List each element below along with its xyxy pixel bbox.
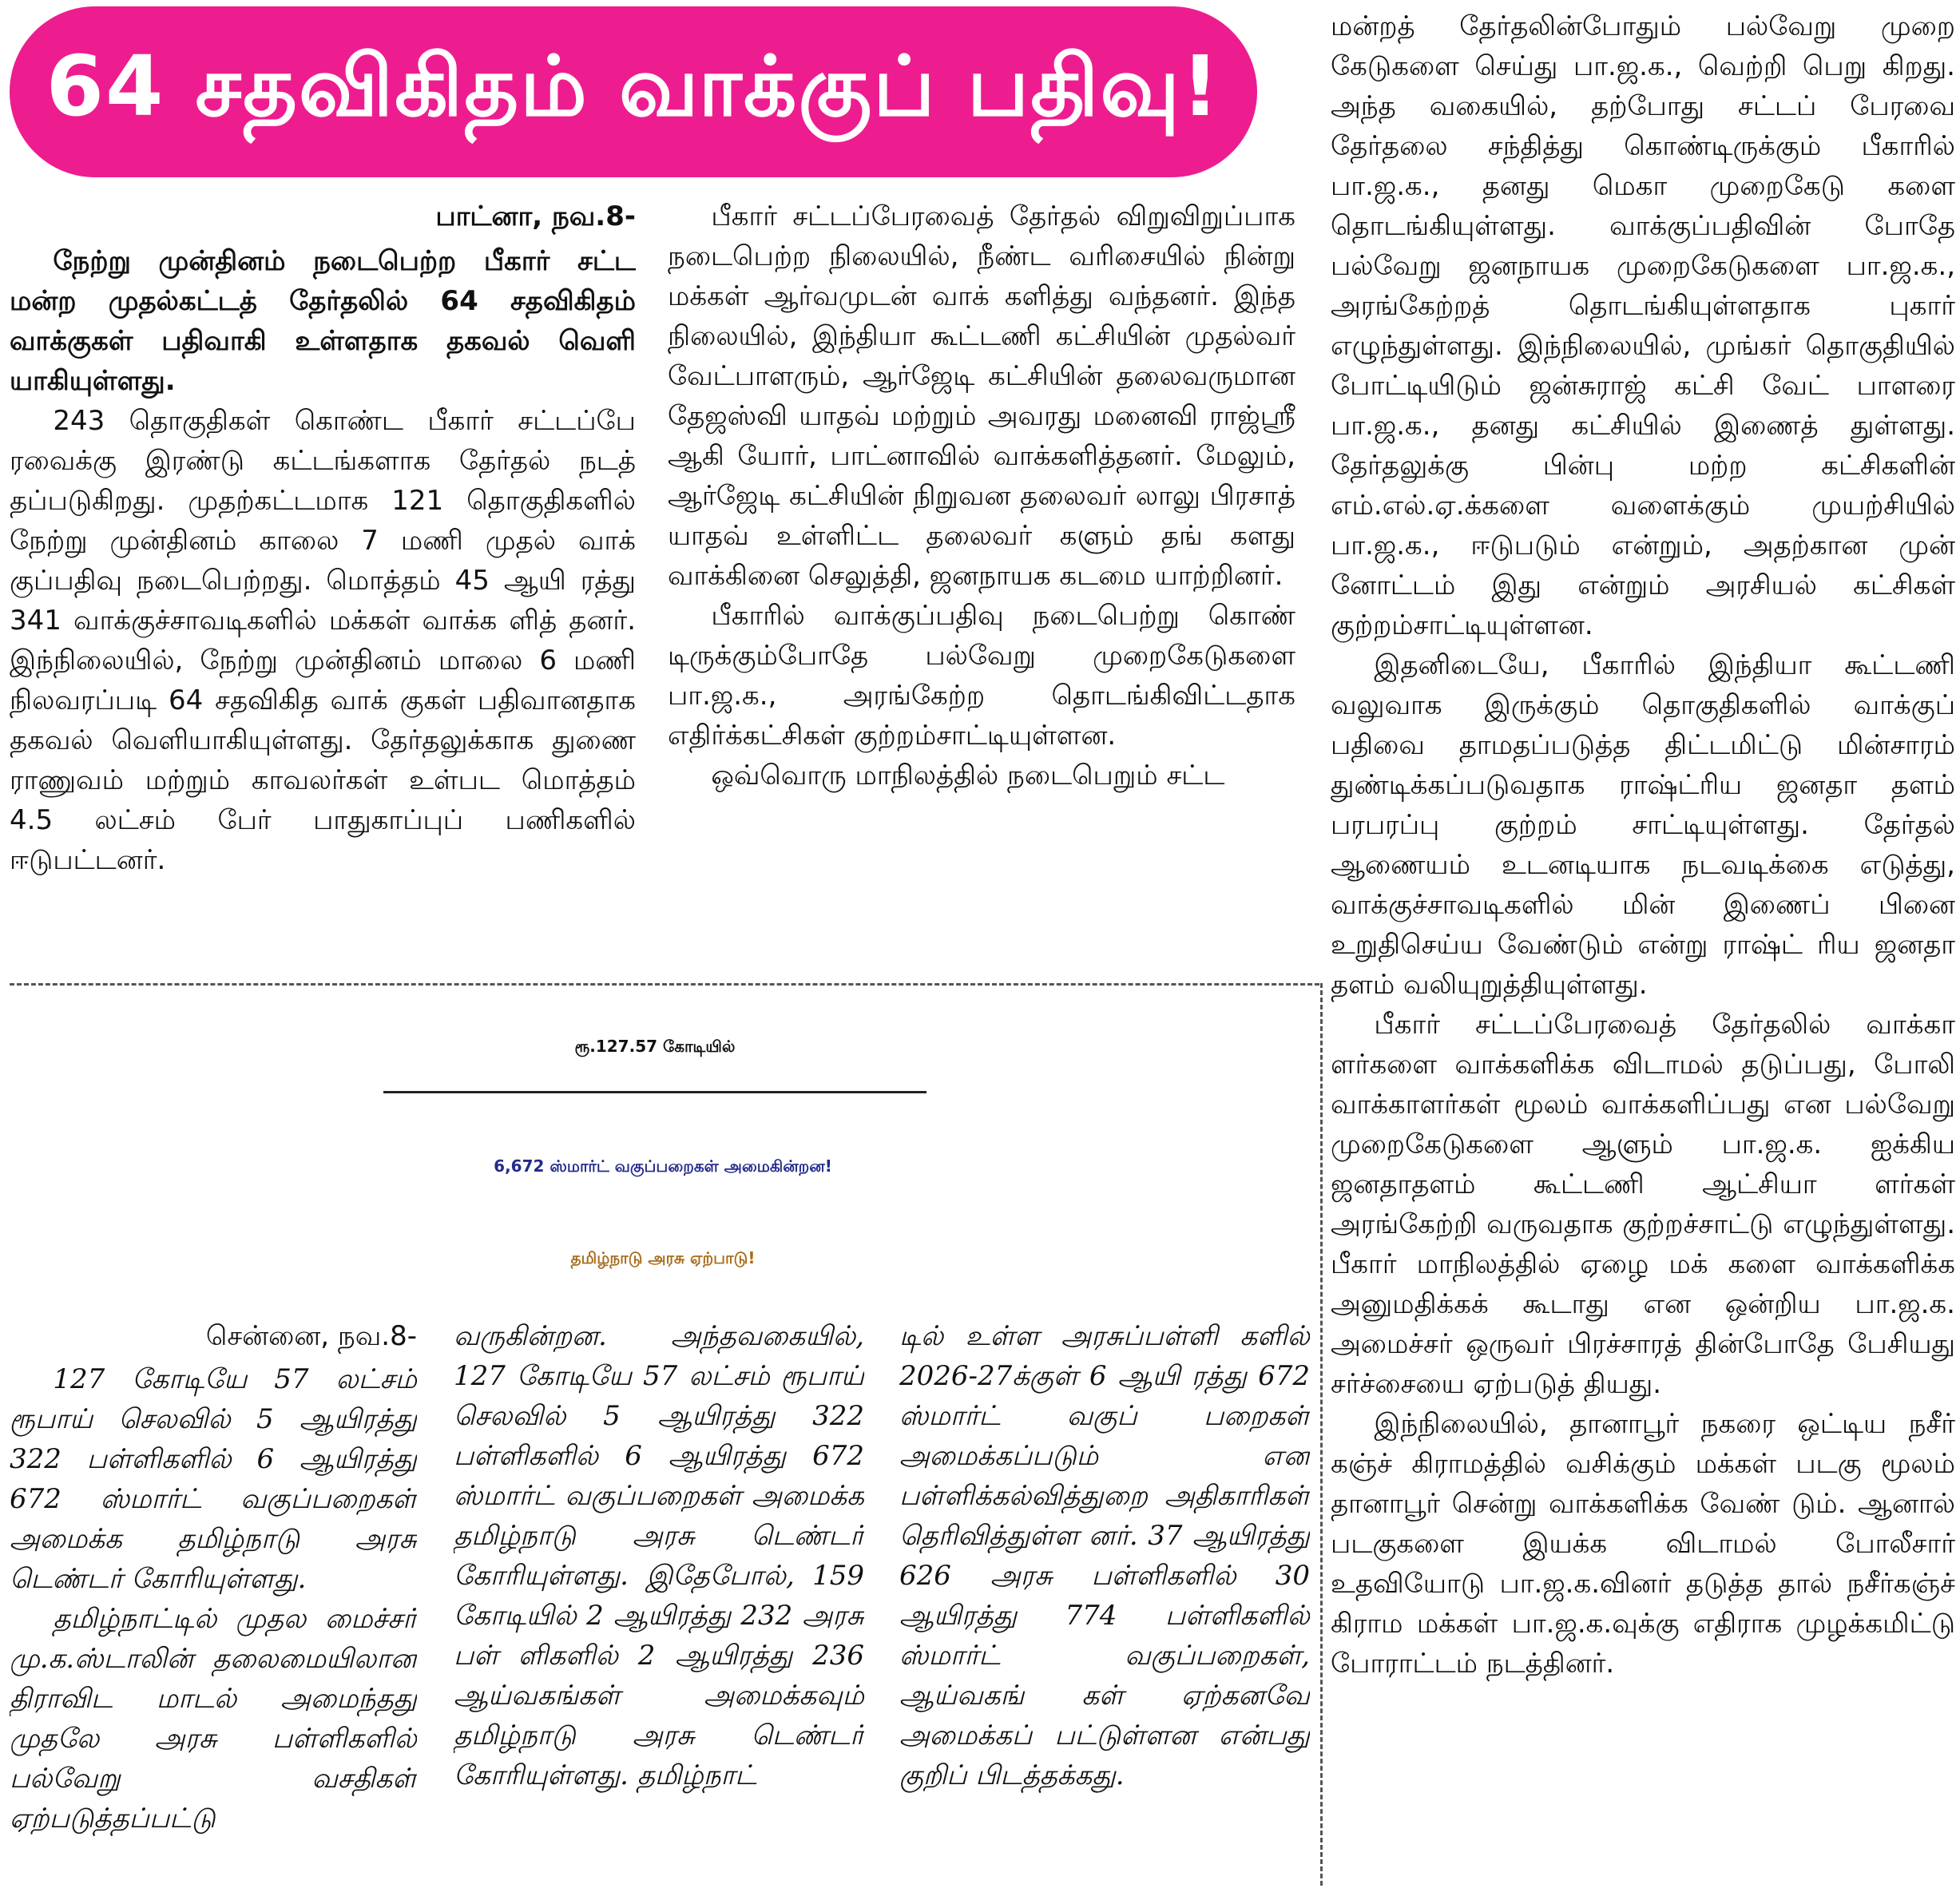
story2-subheadline: தமிழ்நாடு அரசு ஏற்பாடு!: [570, 1248, 756, 1267]
story1-column-2: [668, 196, 1295, 965]
body-paragraph: பீகார் சட்டப்பேரவைத் தேர்தல் விறுவிறுப்பாக நடைபெற்ற நிலையில், நீண்ட வரிசையில் நின்று மக்கள் ஆர்வமுடன் வாக் களித்து வந்தனர். இந்த நிலையில், இந்தியா கூட்டணி கட்சியின் முதல்வர் வேட்பாளரும், ஆர்ஜேடி கட்சியின் தலைவருமான தேஜஸ்வி யாதவ் மற்றும் அவரது மனைவி ராஜ்ஸ்ரீ ஆகி யோர், பாட்னாவில் வாக்களித்தனர். மேலும், ஆர்ஜேடி கட்சியின் நிறுவன தலைவர் லாலு பிரசாத் யாதவ் உள்ளிட்ட தலைவர் களும் தங் களது வாக்கினை செலுத்தி, ஜனநாயக கடமை யாற்றினர்.: [668, 200, 1295, 592]
story2-column-2: [454, 1316, 864, 1891]
body-paragraph: 127 கோடியே 57 லட்சம் ரூபாய் செலவில் 5 ஆயிரத்து 322 பள்ளிகளில் 6 ஆயிரத்து 672 ஸ்மார்ட் வகுப்பறைகள் அமைக்க தமிழ்நாடு அரசு டெண்டர் கோரியுள்ளது.: [10, 1363, 417, 1595]
story2-column-1: [10, 1316, 417, 1891]
body-paragraph: பீகார் சட்டப்பேரவைத் தேர்தலில் வாக்கா ளர்களை வாக்களிக்க விடாமல் தடுப்பது, போலி வாக்காளர்கள் மூலம் வாக்களிப்பது என பல்வேறு முறைகேடுகளை ஆளும் பா.ஜ.க. ஐக்கிய ஜனதாதளம் கூட்டணி ஆட்சியா ளர்கள் அரங்கேற்றி வருவதாக குற்றச்சாட்டு எழுந்துள்ளது. பீகார் மாநிலத்தில் ஏழை மக் களை வாக்களிக்க அனுமதிக்கக் கூடாது என ஒன்றிய பா.ஜ.க. அமைச்சர் ஒருவர் பிரச்சாரத் தின்போதே பேசியது சர்ச்சையை ஏற்படுத் தியது.: [1331, 1009, 1955, 1400]
body-paragraph: மன்றத் தேர்தலின்போதும் பல்வேறு முறை கேடுகளை செய்து பா.ஜ.க., வெற்றி பெறு கிறது. அந்த வகையில், தற்போது சட்டப் பேரவை தேர்தலை சந்தித்து கொண்டிருக்கும் பீகாரில் பா.ஜ.க., தனது மெகா முறைகேடு களை தொடங்கியுள்ளது. வாக்குப்பதிவின் போதே பல்வேறு ஜனநாயக முறைகேடுகளை பா.ஜ.க., அரங்கேற்றத் தொடங்கியுள்ளதாக புகார் எழுந்துள்ளது. இந்நிலையில், முங்கர் தொகுதியில் போட்டியிடும் ஜன்சுராஜ் கட்சி வேட் பாளரை பா.ஜ.க., தனது கட்சியில் இணைத் துள்ளது. தேர்தலுக்கு பின்பு மற்ற கட்சிகளின் எம்.எல்.ஏ.க்களை வளைக்கும் முயற்சியில் பா.ஜ.க., ஈடுபடும் என்றும், அதற்கான முன் னோட்டம் இது என்றும் அரசியல் கட்சிகள் குற்றம்சாட்டியுள்ளன.: [1331, 10, 1955, 641]
story1-column-3: [1331, 6, 1955, 1891]
story2-headline: 6,672 ஸ்மார்ட் வகுப்பறைகள் அமைகின்றன!: [494, 1156, 832, 1176]
body-paragraph: வருகின்றன. அந்தவகையில், 127 கோடியே 57 லட்சம் ரூபாய் செலவில் 5 ஆயிரத்து 322 பள்ளிகளில் 6 ஆயிரத்து 672 ஸ்மார்ட் வகுப்பறைகள் அமைக்க தமிழ்நாடு அரசு டெண்டர் கோரியுள்ளது. இதேபோல், 159 கோடியில் 2 ஆயிரத்து 232 அரசு பள் ளிகளில் 2 ஆயிரத்து 236 ஆய்வகங்கள் அமைக்கவும் தமிழ்நாடு அரசு டெண்டர் கோரியுள்ளது. தமிழ்நாட்: [454, 1320, 864, 1791]
body-paragraph: 243 தொகுதிகள் கொண்ட பீகார் சட்டப்பே ரவைக்கு இரண்டு கட்டங்களாக தேர்தல் நடத் தப்படுகிறது. முதற்கட்டமாக 121 தொகுதிகளில் நேற்று முன்தினம் காலை 7 மணி முதல் வாக் குப்பதிவு நடைபெற்றது. மொத்தம் 45 ஆயி ரத்து 341 வாக்குச்சாவடிகளில் மக்கள் வாக்க ளித் தனர். இந்நிலையில், நேற்று முன்தினம் மாலை 6 மணி நிலவரப்படி 64 சதவிகித வாக் குகள் பதிவானதாக தகவல் வெளியாகியுள்ளது. தேர்தலுக்காக துணை ராணுவம் மற்றும் காவலர்கள் உள்பட மொத்தம் 4.5 லட்சம் பேர் பாதுகாப்புப் பணிகளில் ஈடுபட்டனர்.: [10, 405, 636, 876]
body-paragraph: இந்நிலையில், தானாபூர் நகரை ஒட்டிய நசீர் கஞ்ச் கிராமத்தில் வசிக்கும் மக்கள் படகு மூலம் தானாபூர் சென்று வாக்களிக்க வேண் டும். ஆனால் படகுகளை இயக்க விடாமல் போலீசார் உதவியோடு பா.ஜ.க.வினர் தடுத்த தால் நசீர்கஞ்ச் கிராம மக்கள் பா.ஜ.க.வுக்கு எதிராக முழக்கமிட்டு போராட்டம் நடத்தினர்.: [1331, 1408, 1955, 1680]
section-divider: [10, 983, 1319, 986]
kicker-headline: ரூ.127.57 கோடியில்: [383, 1008, 926, 1093]
dateline: பாட்னா, நவ.8-: [435, 200, 636, 232]
column-divider: [1320, 983, 1323, 1886]
headline-title: 64 சதவிகிதம் வாக்குப் பதிவு!: [46, 38, 1221, 135]
dateline: சென்னை, நவ.8-: [205, 1320, 417, 1352]
headline-banner: [10, 6, 1257, 177]
body-paragraph: பீகாரில் வாக்குப்பதிவு நடைபெற்று கொண் டிருக்கும்போதே பல்வேறு முறைகேடுகளை பா.ஜ.க., அரங்கேற்ற தொடங்கிவிட்டதாக எதிர்க்கட்சிகள் குற்றம்சாட்டியுள்ளன.: [668, 600, 1295, 752]
body-paragraph: இதனிடையே, பீகாரில் இந்தியா கூட்டணி வலுவாக இருக்கும் தொகுதிகளில் வாக்குப் பதிவை தாமதப்படுத்த திட்டமிட்டு மின்சாரம் துண்டிக்கப்படுவதாக ராஷ்ட்ரிய ஜனதா தளம் பரபரப்பு குற்றம் சாட்டியுள்ளது. தேர்தல் ஆணையம் உடனடியாக நடவடிக்கை எடுத்து, வாக்குச்சாவடிகளில் மின் இணைப் பினை உறுதிசெய்ய வேண்டும் என்று ராஷ்ட் ரிய ஜனதா தளம் வலியுறுத்தியுள்ளது.: [1331, 649, 1955, 1001]
story1-column-1: [10, 196, 636, 965]
lead-paragraph: நேற்று முன்தினம் நடைபெற்ற பீகார் சட்ட மன்ற முதல்கட்டத் தேர்தலில் 64 சதவிகிதம் வாக்குகள் பதிவாகி உள்ளதாக தகவல் வெளி யாகியுள்ளது.: [10, 245, 636, 397]
story2-column-3: [899, 1316, 1310, 1891]
body-paragraph: தமிழ்நாட்டில் முதல மைச்சர் மு.க.ஸ்டாலின் தலைமையிலான திராவிட மாடல் அமைந்தது முதலே அரசு பள்ளிகளில் பல்வேறு வசதிகள் ஏற்படுத்தப்பட்டு: [10, 1603, 417, 1835]
body-paragraph: ஒவ்வொரு மாநிலத்தில் நடைபெறும் சட்ட: [711, 760, 1225, 791]
body-paragraph: டில் உள்ள அரசுப்பள்ளி களில் 2026-27க்குள் 6 ஆயி ரத்து 672 ஸ்மார்ட் வகுப் பறைகள் அமைக்கப்படும் என பள்ளிக்கல்வித்துறை அதிகாரிகள் தெரிவித்துள்ள னர். 37 ஆயிரத்து 626 அரசு பள்ளிகளில் 30 ஆயிரத்து 774 பள்ளிகளில் ஸ்மார்ட் வகுப்பறைகள், ஆய்வகங் கள் ஏற்கனவே அமைக்கப் பட்டுள்ளன என்பது குறிப் பிடத்தக்கது.: [899, 1320, 1310, 1791]
